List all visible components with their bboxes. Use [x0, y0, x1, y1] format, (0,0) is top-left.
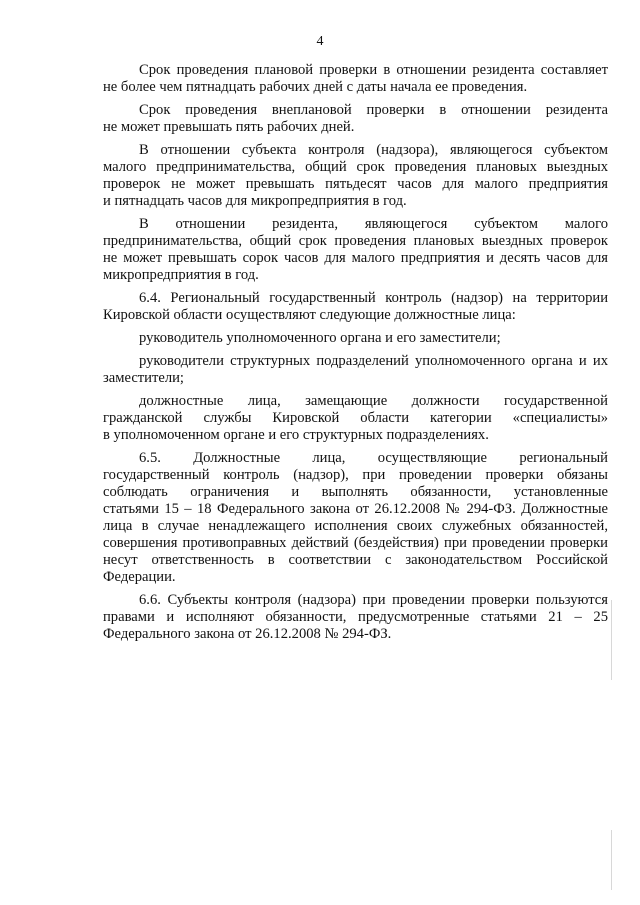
text-line: Федерального закона от 26.12.2008 № 294-ФЗ. [103, 626, 392, 642]
text-line: соблюдать ограничения и выполнять обязанности, установленные [103, 484, 608, 500]
text-line: в уполномоченном органе и его структурных подразделениях. [103, 427, 489, 443]
text-line: государственный контроль (надзор), при проведении проверки обязаны [103, 467, 608, 483]
page-number: 4 [316, 34, 324, 49]
text-line: предпринимательства, общий срок проведения плановых выездных проверок [103, 233, 608, 249]
text-line: Срок проведения плановой проверки в отношении резидента составляет [139, 62, 608, 78]
text-line: несут ответственность в соответствии с законодательством Российской [103, 552, 608, 568]
paragraph [103, 353, 608, 387]
paragraph [103, 393, 608, 444]
paragraph [103, 142, 608, 210]
paragraph [103, 216, 608, 284]
text-line: совершения противоправных действий (бездействия) при проведении проверки [103, 535, 608, 551]
text-line: В отношении субъекта контроля (надзора), являющегося субъектом [139, 142, 608, 158]
text-line: 6.6. Субъекты контроля (надзора) при проведении проверки пользуются [139, 592, 608, 608]
paragraph [103, 592, 608, 643]
text-line: статьями 15 – 18 Федерального закона от 26.12.2008 № 294-ФЗ. Должностные [103, 501, 608, 517]
text-line: микропредприятия в год. [103, 267, 259, 283]
text-line: 6.4. Региональный государственный контроль (надзор) на территории [139, 290, 608, 306]
text-line: малого предпринимательства, общий срок проведения плановых выездных [103, 159, 608, 175]
document-body [103, 62, 608, 649]
text-line: должностные лица, замещающие должности государственной [139, 393, 608, 409]
text-line: заместители; [103, 370, 184, 386]
text-line: 6.5. Должностные лица, осуществляющие региональный [139, 450, 608, 466]
text-line: правами и исполняют обязанности, предусмотренные статьями 21 – 25 [103, 609, 608, 625]
scan-artifact [611, 830, 612, 890]
scan-artifact [611, 600, 612, 680]
text-line: Срок проведения внеплановой проверки в отношении резидента [139, 102, 608, 118]
paragraph [103, 62, 608, 96]
text-line: не может превышать пять рабочих дней. [103, 119, 355, 135]
text-line: гражданской службы Кировской области категории «специалисты» [103, 410, 608, 426]
paragraph [103, 102, 608, 136]
text-line: Федерации. [103, 569, 176, 585]
paragraph [103, 450, 608, 586]
text-line: не более чем пятнадцать рабочих дней с даты начала ее проведения. [103, 79, 528, 95]
text-line: В отношении резидента, являющегося субъектом малого [139, 216, 608, 232]
text-line: лица в случае ненадлежащего исполнения своих служебных обязанностей, [103, 518, 608, 534]
text-line: и пятнадцать часов для микропредприятия в год. [103, 193, 407, 209]
paragraph [103, 330, 608, 347]
paragraph [103, 290, 608, 324]
text-line: не может превышать сорок часов для малого предприятия и десять часов для [103, 250, 608, 266]
text-line: проверок не может превышать пятьдесят часов для малого предприятия [103, 176, 608, 192]
text-line: руководитель уполномоченного органа и его заместители; [139, 330, 501, 346]
text-line: руководители структурных подразделений уполномоченного органа и их [139, 353, 608, 369]
text-line: Кировской области осуществляют следующие должностные лица: [103, 307, 516, 323]
